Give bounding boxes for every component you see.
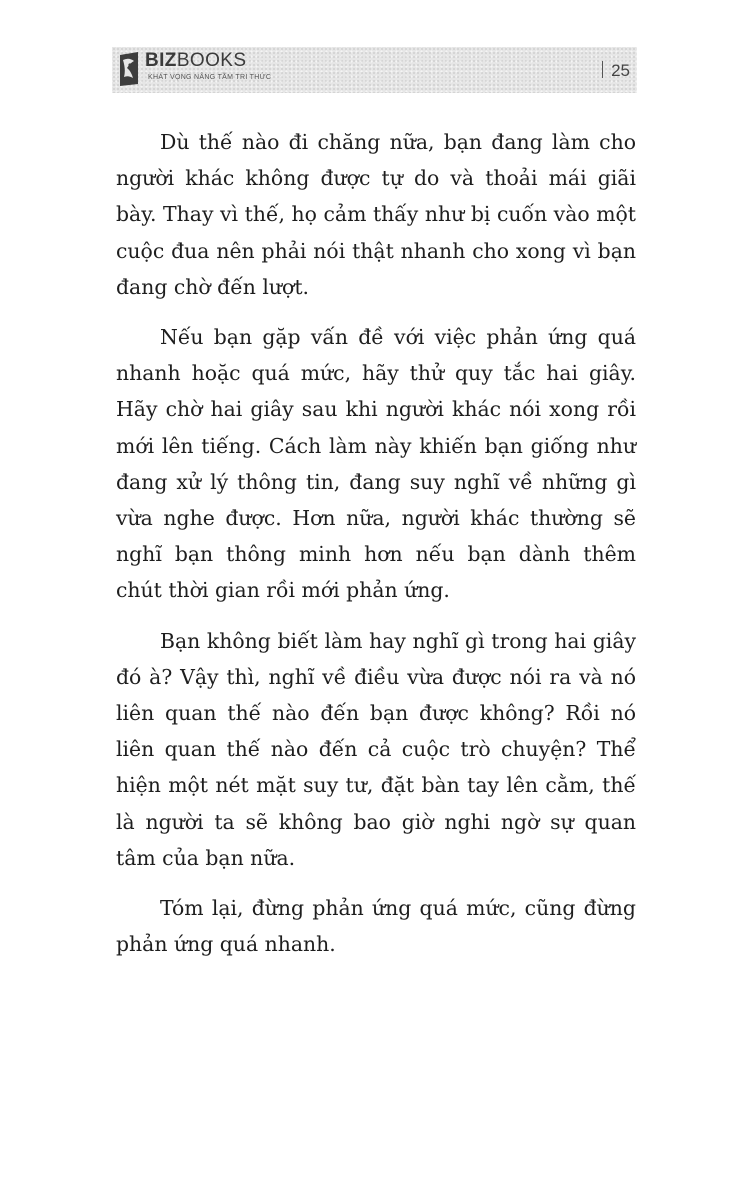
publisher-logo-text	[145, 50, 246, 72]
page-number	[602, 61, 630, 81]
bizbooks-logo-icon	[118, 51, 140, 87]
logo-books: BOOKS	[176, 50, 247, 71]
page-number-value: 25	[611, 61, 630, 80]
page-number-separator	[602, 61, 603, 78]
paragraph-4: Tóm lại, đừng phản ứng quá mức, cũng đừng phản ứng quá nhanh.	[116, 896, 636, 957]
paragraph-3: Bạn không biết làm hay nghĩ gì trong hai giây đó à? Vậy thì, nghĩ về điều vừa được nói ra và nó liên quan thế nào đến bạn được không? Rồi nó liên quan thế nào đến cả cuộc trò chuyện? Thể hiện một nét mặt suy tư, đặt bàn tay lên cằm, thế là người ta sẽ không bao giờ nghi ngờ sự quan tâm của bạn nữa.	[116, 628, 636, 870]
logo-biz: BIZ	[145, 50, 177, 71]
paragraph-2: Nếu bạn gặp vấn đề với việc phản ứng quá nhanh hoặc quá mức, hãy thử quy tắc hai giây. Hãy chờ hai giây sau khi người khác nói xong rồi mới lên tiếng. Cách làm này khiến bạn giống như đang xử lý thông tin, đang suy nghĩ về những gì vừa nghe được. Hơn nữa, người khác thường sẽ nghĩ bạn thông minh hơn nếu bạn dành thêm chút thời gian rồi mới phản ứng.	[116, 325, 636, 603]
paragraph-1: Dù thế nào đi chăng nữa, bạn đang làm cho người khác không được tự do và thoải mái giãi bày. Thay vì thế, họ cảm thấy như bị cuốn vào một cuộc đua nên phải nói thật nhanh cho xong vì bạn đang chờ đến lượt.	[116, 130, 636, 299]
publisher-tagline: KHÁT VỌNG NÂNG TẦM TRI THỨC	[148, 74, 272, 81]
body-text	[116, 124, 636, 976]
